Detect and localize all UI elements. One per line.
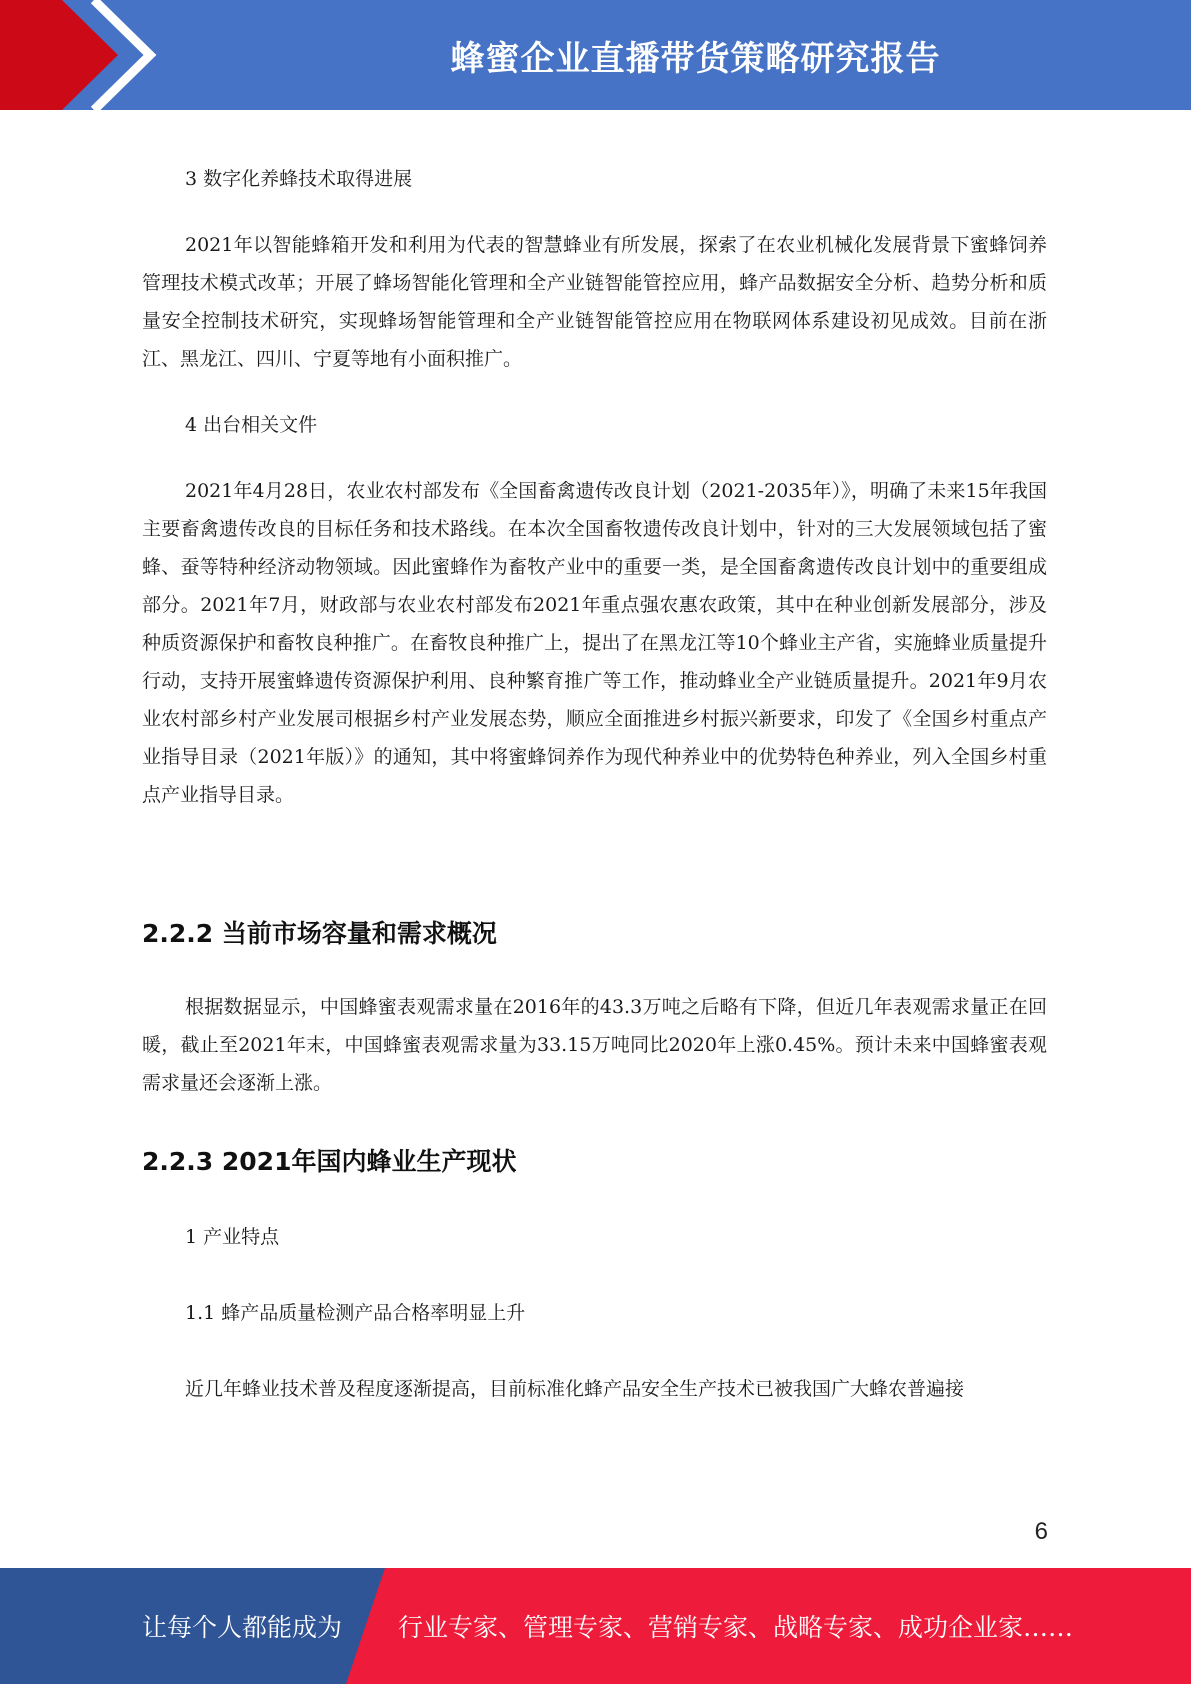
paragraph-market-capacity: 根据数据显示，中国蜂蜜表观需求量在2016年的43.3万吨之后略有下降，但近几年表观需求量正在回暖，截止至2021年末，中国蜂蜜表观需求量为33.15万吨同比2020年上涨0.45%。预计未来中国蜂蜜表观需求量还会逐渐上涨。: [142, 996, 1047, 1094]
chevron-graphic: [0, 0, 300, 110]
subheading-quality-inspection: 1.1 蜂产品质量检测产品合格率明显上升: [185, 1302, 526, 1324]
heading-market-capacity: 2.2.2 当前市场容量和需求概况: [142, 919, 497, 948]
subheading-digital-beekeeping: 3 数字化养蜂技术取得进展: [185, 168, 413, 190]
page-body: [142, 160, 1047, 1408]
footer-banner: [0, 1568, 1191, 1684]
footer-slogan-right: 行业专家、管理专家、营销专家、战略专家、成功企业家……: [398, 1613, 1074, 1642]
heading-production-status: 2.2.3 2021年国内蜂业生产现状: [142, 1147, 517, 1176]
subheading-related-documents: 4 出台相关文件: [185, 414, 318, 436]
subheading-industry-features: 1 产业特点: [185, 1226, 280, 1248]
report-title: 蜂蜜企业直播带货策略研究报告: [450, 38, 941, 79]
footer-slogan-left: 让每个人都能成为: [142, 1613, 343, 1642]
header-banner: [0, 0, 1191, 110]
paragraph-digital-beekeeping: 2021年以智能蜂箱开发和利用为代表的智慧蜂业有所发展，探索了在农业机械化发展背景下蜜蜂饲养管理技术模式改革；开展了蜂场智能化管理和全产业链智能管控应用，蜂产品数据安全分析、趋势分析和质量安全控制技术研究，实现蜂场智能管理和全产业链智能管控应用在物联网体系建设初见成效。目前在浙江、黑龙江、四川、宁夏等地有小面积推广。: [142, 234, 1047, 370]
page-number: 6: [1034, 1518, 1048, 1545]
paragraph-quality-inspection: 近几年蜂业技术普及程度逐渐提高，目前标准化蜂产品安全生产技术已被我国广大蜂农普遍接: [185, 1378, 965, 1400]
paragraph-related-documents: 2021年4月28日，农业农村部发布《全国畜禽遗传改良计划（2021-2035年）》，明确了未来15年我国主要畜禽遗传改良的目标任务和技术路线。在本次全国畜牧遗传改良计划中，针对的三大发展领域包括了蜜蜂、蚕等特种经济动物领域。因此蜜蜂作为畜牧产业中的重要一类，是全国畜禽遗传改良计划中的重要组成部分。2021年7月，财政部与农业农村部发布2021年重点强农惠农政策，其中在种业创新发展部分，涉及种质资源保护和畜牧良种推广。在畜牧良种推广上，提出了在黑龙江等10个蜂业主产省，实施蜂业质量提升行动，支持开展蜜蜂遗传资源保护利用、良种繁育推广等工作，推动蜂业全产业链质量提升。2021年9月农业农村部乡村产业发展司根据乡村产业发展态势，顺应全面推进乡村振兴新要求，印发了《全国乡村重点产业指导目录（2021年版）》的通知，其中将蜜蜂饲养作为现代种养业中的优势特色种养业，列入全国乡村重点产业指导目录。: [142, 480, 1047, 806]
